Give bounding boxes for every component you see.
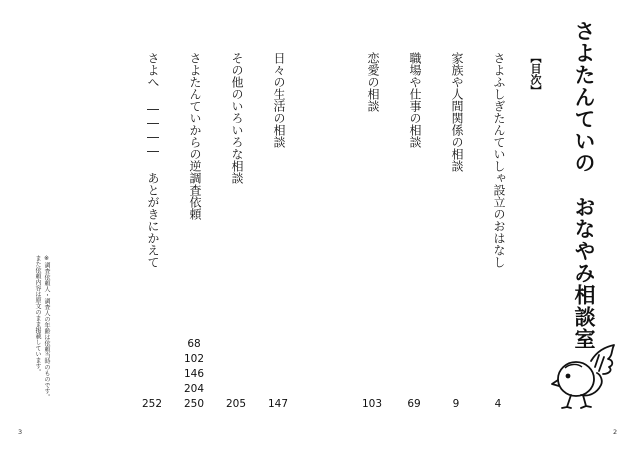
page-number: 146 [183,368,205,380]
bird-illustration-icon [551,343,621,409]
toc-entry[interactable]: さよふしぎたんていしゃ設立のおはなし [492,52,506,268]
page-number: 205 [225,398,247,410]
page-number-left: 3 [18,428,23,436]
toc-entry[interactable]: さよへ ―――― あとがきにかえて [146,52,160,268]
page-number: 102 [183,353,205,365]
page-number: 4 [494,398,502,410]
page-number: 250 [183,398,205,410]
toc-entry[interactable]: その他のいろいろな相談 [230,52,244,184]
toc-entry[interactable]: 日々の生活の相談 [272,52,286,148]
toc-entry[interactable]: 恋愛の相談 [366,52,380,112]
page-number: 252 [141,398,163,410]
page-number: 9 [452,398,460,410]
toc-entry[interactable]: さよたんていからの逆調査依頼 [188,52,202,220]
book-title: さよたんていの おなやみ相談室 [572,20,596,350]
footnote [33,255,51,400]
footnote-line: ※調査依頼人・調査人の年齢は依頼当時のものです。 [43,255,50,400]
page-number: 68 [187,338,201,350]
toc-entry[interactable]: 家族や人間関係の相談 [450,52,464,172]
footnote-line: また依頼内容は原文のまま掲載しています。 [34,255,41,375]
page-number: 147 [267,398,289,410]
page-number: 69 [407,398,421,410]
page-number: 204 [183,383,205,395]
page-number-right: 2 [613,428,618,436]
toc-entry[interactable]: 職場や仕事の相談 [408,52,422,148]
page-number: 103 [361,398,383,410]
toc-label: 【目次】 [529,52,542,96]
